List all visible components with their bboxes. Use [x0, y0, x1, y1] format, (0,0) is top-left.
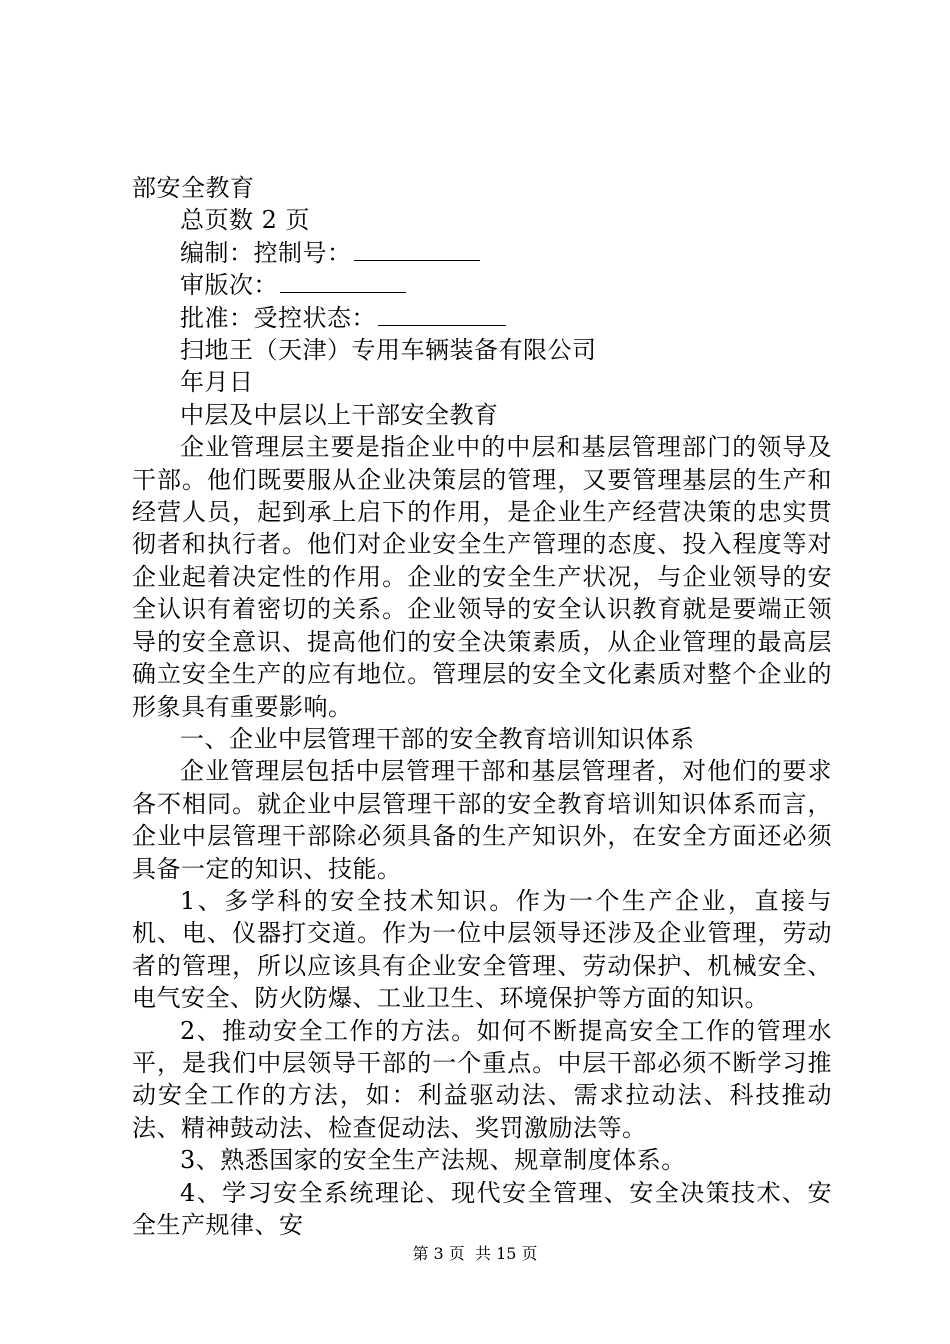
- compile-row: [132, 237, 832, 269]
- controlled-status-blank: [378, 303, 506, 326]
- section-heading: 一、企业中层管理干部的安全教育培训知识体系: [180, 724, 695, 753]
- approve-row: [132, 302, 832, 334]
- list-item: 2、推动安全工作的方法。如何不断提高安全工作的管理水平，是我们中层领导干部的一个重点。中层干部必须不断学习推动安全工作的方法，如：利益驱动法、需求拉动法、科技推动法、精神鼓动法、检查促动法、奖罚激励法等。: [132, 1016, 832, 1142]
- paragraph: 企业管理层主要是指企业中的中层和基层管理部门的领导及干部。他们既要服从企业决策层的管理，又要管理基层的生产和经营人员，起到承上启下的作用，是企业生产经营决策的忠实贯彻者和执行者。他们对企业安全生产管理的态度、投入程度等对企业起着决定性的作用。企业的安全生产状况，与企业领导的安全认识有着密切的关系。企业领导的安全认识教育就是要端正领导的安全意识、提高他们的安全决策素质，从企业管理的最高层确立安全生产的应有地位。管理层的安全文化素质对整个企业的形象具有重要影响。: [132, 433, 832, 721]
- control-number-blank: [354, 238, 480, 261]
- review-label: 审版次：: [180, 271, 278, 300]
- total-pages: 总页数 2 页: [180, 206, 311, 235]
- paragraph: 企业管理层包括中层管理干部和基层管理者，对他们的要求各不相同。就企业中层管理干部的安全教育培训知识体系而言，企业中层管理干部除必须具备的生产知识外，在安全方面还必须具备一定的知识、技能。: [132, 757, 832, 883]
- revision-blank: [280, 270, 406, 293]
- page-total: 共 15 页: [474, 1244, 538, 1263]
- review-row: [132, 269, 832, 301]
- document-body: [132, 172, 832, 1241]
- company-name: 扫地王（天津）专用车辆装备有限公司: [180, 336, 597, 365]
- page-number: 第 3 页: [412, 1244, 465, 1263]
- document-title: 中层及中层以上干部安全教育: [180, 400, 499, 429]
- page-footer: [0, 1244, 950, 1264]
- list-item: 4、学习安全系统理论、现代安全管理、安全决策技术、安全生产规律、安: [132, 1178, 832, 1239]
- list-item: 1、多学科的安全技术知识。作为一个生产企业，直接与机、电、仪器打交道。作为一位中层领导还涉及企业管理，劳动者的管理，所以应该具有企业安全管理、劳动保护、机械安全、电气安全、防火防爆、工业卫生、环境保护等方面的知识。: [132, 886, 832, 1013]
- list-item: 3、熟悉国家的安全生产法规、规章制度体系。: [180, 1146, 686, 1175]
- date-line: 年月日: [180, 368, 254, 397]
- compile-label: 编制：控制号：: [180, 238, 352, 267]
- approve-label: 批准：受控状态：: [180, 303, 376, 332]
- title-fragment: 部安全教育: [132, 174, 255, 202]
